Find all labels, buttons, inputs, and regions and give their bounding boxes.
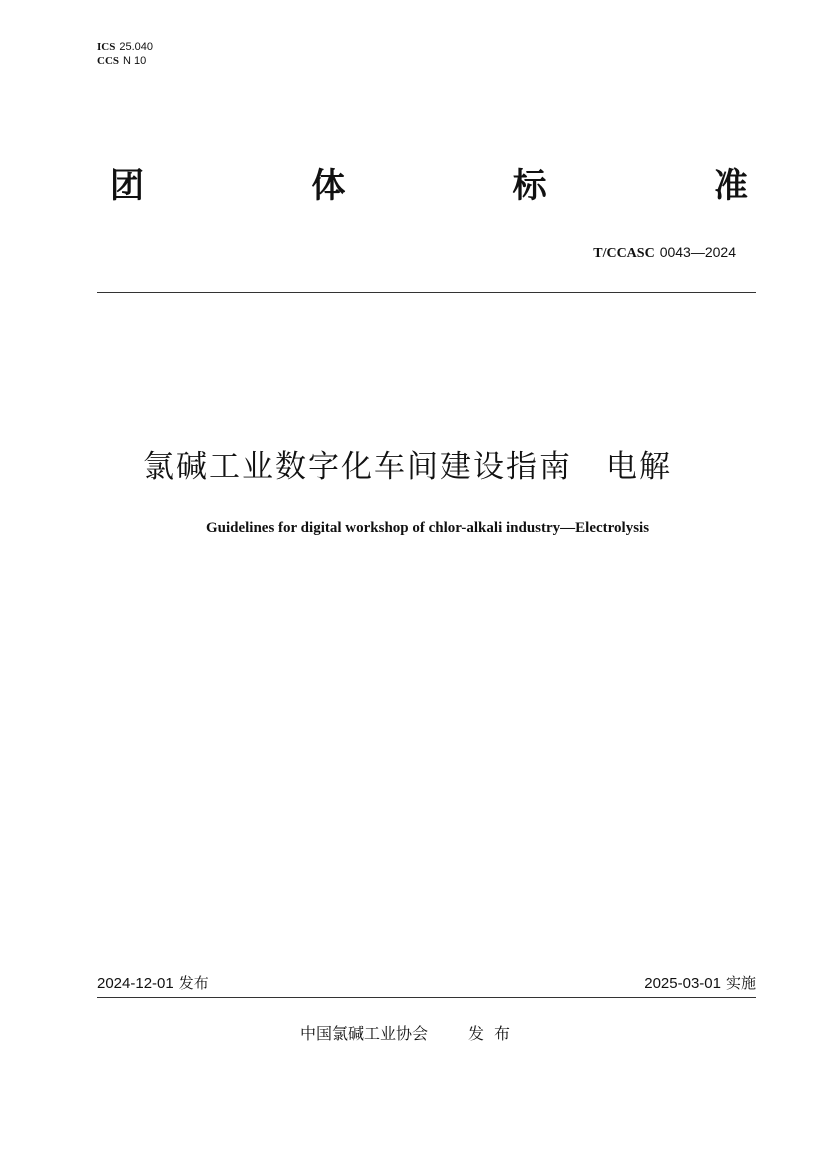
chinese-title: [0, 445, 815, 489]
publisher: [300, 1021, 520, 1044]
ics-value: 25.040: [119, 41, 153, 53]
ccs-value: N 10: [123, 55, 147, 67]
ccs-label: CCS: [97, 55, 120, 67]
header-divider: [97, 292, 756, 293]
standard-type-char: 体: [311, 166, 346, 206]
classification-codes: [97, 40, 153, 68]
standard-number-prefix: T/CCASC: [593, 246, 655, 261]
ics-code: [97, 40, 153, 54]
publish-date: [97, 972, 209, 993]
chinese-title-part: 电解: [606, 449, 672, 485]
publish-date-value: 2024-12-01: [97, 975, 174, 992]
footer-divider: [97, 997, 756, 998]
implement-date-label: 实施: [725, 974, 756, 992]
standard-number-value: 0043—2024: [659, 244, 736, 260]
publisher-name: 中国氯碱工业协会: [300, 1024, 429, 1043]
chinese-title-main: 氯碱工业数字化车间建设指南: [143, 449, 572, 485]
standard-type-char: 准: [713, 166, 748, 206]
publisher-label: 发布: [468, 1024, 521, 1043]
english-title: Guidelines for digital workshop of chlor-alkali industry—Electrolysis: [205, 520, 650, 536]
implement-date-value: 2025-03-01: [644, 975, 721, 992]
standard-type-char: 标: [512, 166, 547, 206]
standard-type-heading: [110, 163, 748, 209]
publish-date-label: 发布: [178, 974, 209, 992]
ics-label: ICS: [97, 41, 116, 53]
standard-number: [593, 244, 736, 262]
ccs-code: [97, 54, 153, 68]
standard-type-char: 团: [110, 166, 144, 206]
implement-date: [644, 972, 756, 993]
